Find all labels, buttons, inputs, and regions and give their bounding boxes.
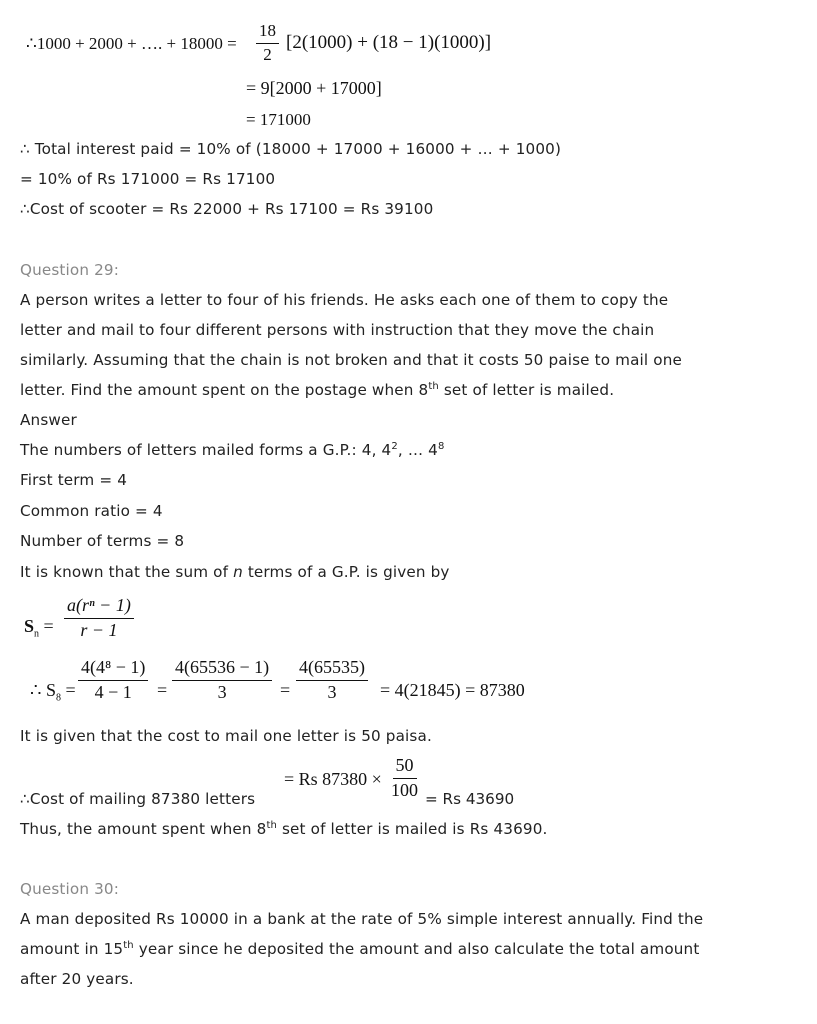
- sum-equation-line3: = 171000: [246, 110, 311, 129]
- sum-equation-lhs: ∴1000 + 2000 + …. + 18000 =: [26, 34, 237, 53]
- sum-equation-rhs: [2(1000) + (18 − 1)(1000)]: [286, 32, 492, 53]
- s8-fraction-2-den: 3: [217, 681, 227, 702]
- first-term: First term = 4: [20, 471, 128, 489]
- cost-given-line: It is given that the cost to mail one letter is 50 paisa.: [20, 727, 432, 745]
- question-29-text-2: letter and mail to four different persons with instruction that they move the chain: [20, 321, 655, 339]
- s8-result: = 4(21845) = 87380: [380, 680, 525, 700]
- gp-statement: The numbers of letters mailed forms a G.P.: 4, $4^2$, … $4^8$: [20, 441, 445, 459]
- question-29-text-3: similarly. Assuming that the chain is not broken and that it costs 50 paise to mail one: [20, 351, 682, 369]
- scooter-cost-line: ∴Cost of scooter = Rs 22000 + Rs 17100 = Rs 39100: [20, 200, 434, 218]
- fraction-denominator: 2: [263, 44, 272, 64]
- s8-fraction-3-den: 3: [327, 681, 337, 702]
- cost-fraction: [388, 756, 421, 801]
- s8-label: ∴ $S_8$ =: [30, 680, 76, 704]
- s8-fraction-1-den: 4 − 1: [94, 681, 132, 702]
- cost-equation: = Rs 87380 ×: [284, 769, 382, 789]
- sum-equation-line2: = 9[2000 + 17000]: [246, 78, 382, 98]
- question-29-text-4: letter. Find the amount spent on the postage when 8th set of letter is mailed.: [20, 381, 615, 399]
- sn-numerator: a(rⁿ − 1): [64, 596, 134, 619]
- total-interest-line: ∴ Total interest paid = 10% of (18000 + 17000 + 16000 + … + 1000): [20, 140, 562, 158]
- question-30-text-2: amount in 15th year since he deposited the amount and also calculate the total amount: [20, 940, 700, 958]
- cost-fraction-num: 50: [393, 756, 417, 779]
- cost-mailing-label: ∴Cost of mailing 87380 letters: [20, 790, 256, 808]
- sum-equation-fraction: [256, 22, 279, 64]
- s8-fraction-3-num: 4(65535): [296, 658, 368, 681]
- cost-fraction-den: 100: [391, 779, 418, 800]
- question-30-text-3: after 20 years.: [20, 970, 134, 988]
- s8-fraction-2: [172, 658, 272, 703]
- sn-denominator: r − 1: [80, 619, 118, 640]
- question-30-heading: Question 30:: [20, 880, 119, 898]
- interest-amount-line: = 10% of Rs 171000 = Rs 17100: [20, 170, 276, 188]
- common-ratio: Common ratio = 4: [20, 502, 163, 520]
- cost-result: = Rs 43690: [425, 790, 515, 808]
- s8-fraction-2-num: 4(65536 − 1): [172, 658, 272, 681]
- sn-fraction: [64, 596, 134, 641]
- s8-fraction-3: [296, 658, 368, 703]
- number-of-terms: Number of terms = 8: [20, 532, 185, 550]
- sn-label: $S_n$ =: [24, 616, 54, 640]
- answer-label: Answer: [20, 411, 77, 429]
- question-29-text-1: A person writes a letter to four of his friends. He asks each one of them to copy the: [20, 291, 669, 309]
- s8-fraction-1-num: 4(4⁸ − 1): [78, 658, 148, 681]
- fraction-numerator: 18: [256, 22, 279, 44]
- s8-fraction-1: [78, 658, 148, 703]
- equals-sign: =: [280, 680, 291, 700]
- conclusion-line: Thus, the amount spent when 8th set of letter is mailed is Rs 43690.: [20, 820, 548, 838]
- equals-sign: =: [157, 680, 168, 700]
- sum-formula-intro: It is known that the sum of n terms of a G.P. is given by: [20, 563, 450, 581]
- question-30-text-1: A man deposited Rs 10000 in a bank at the rate of 5% simple interest annually. Find the: [20, 910, 704, 928]
- question-29-heading: Question 29:: [20, 261, 119, 279]
